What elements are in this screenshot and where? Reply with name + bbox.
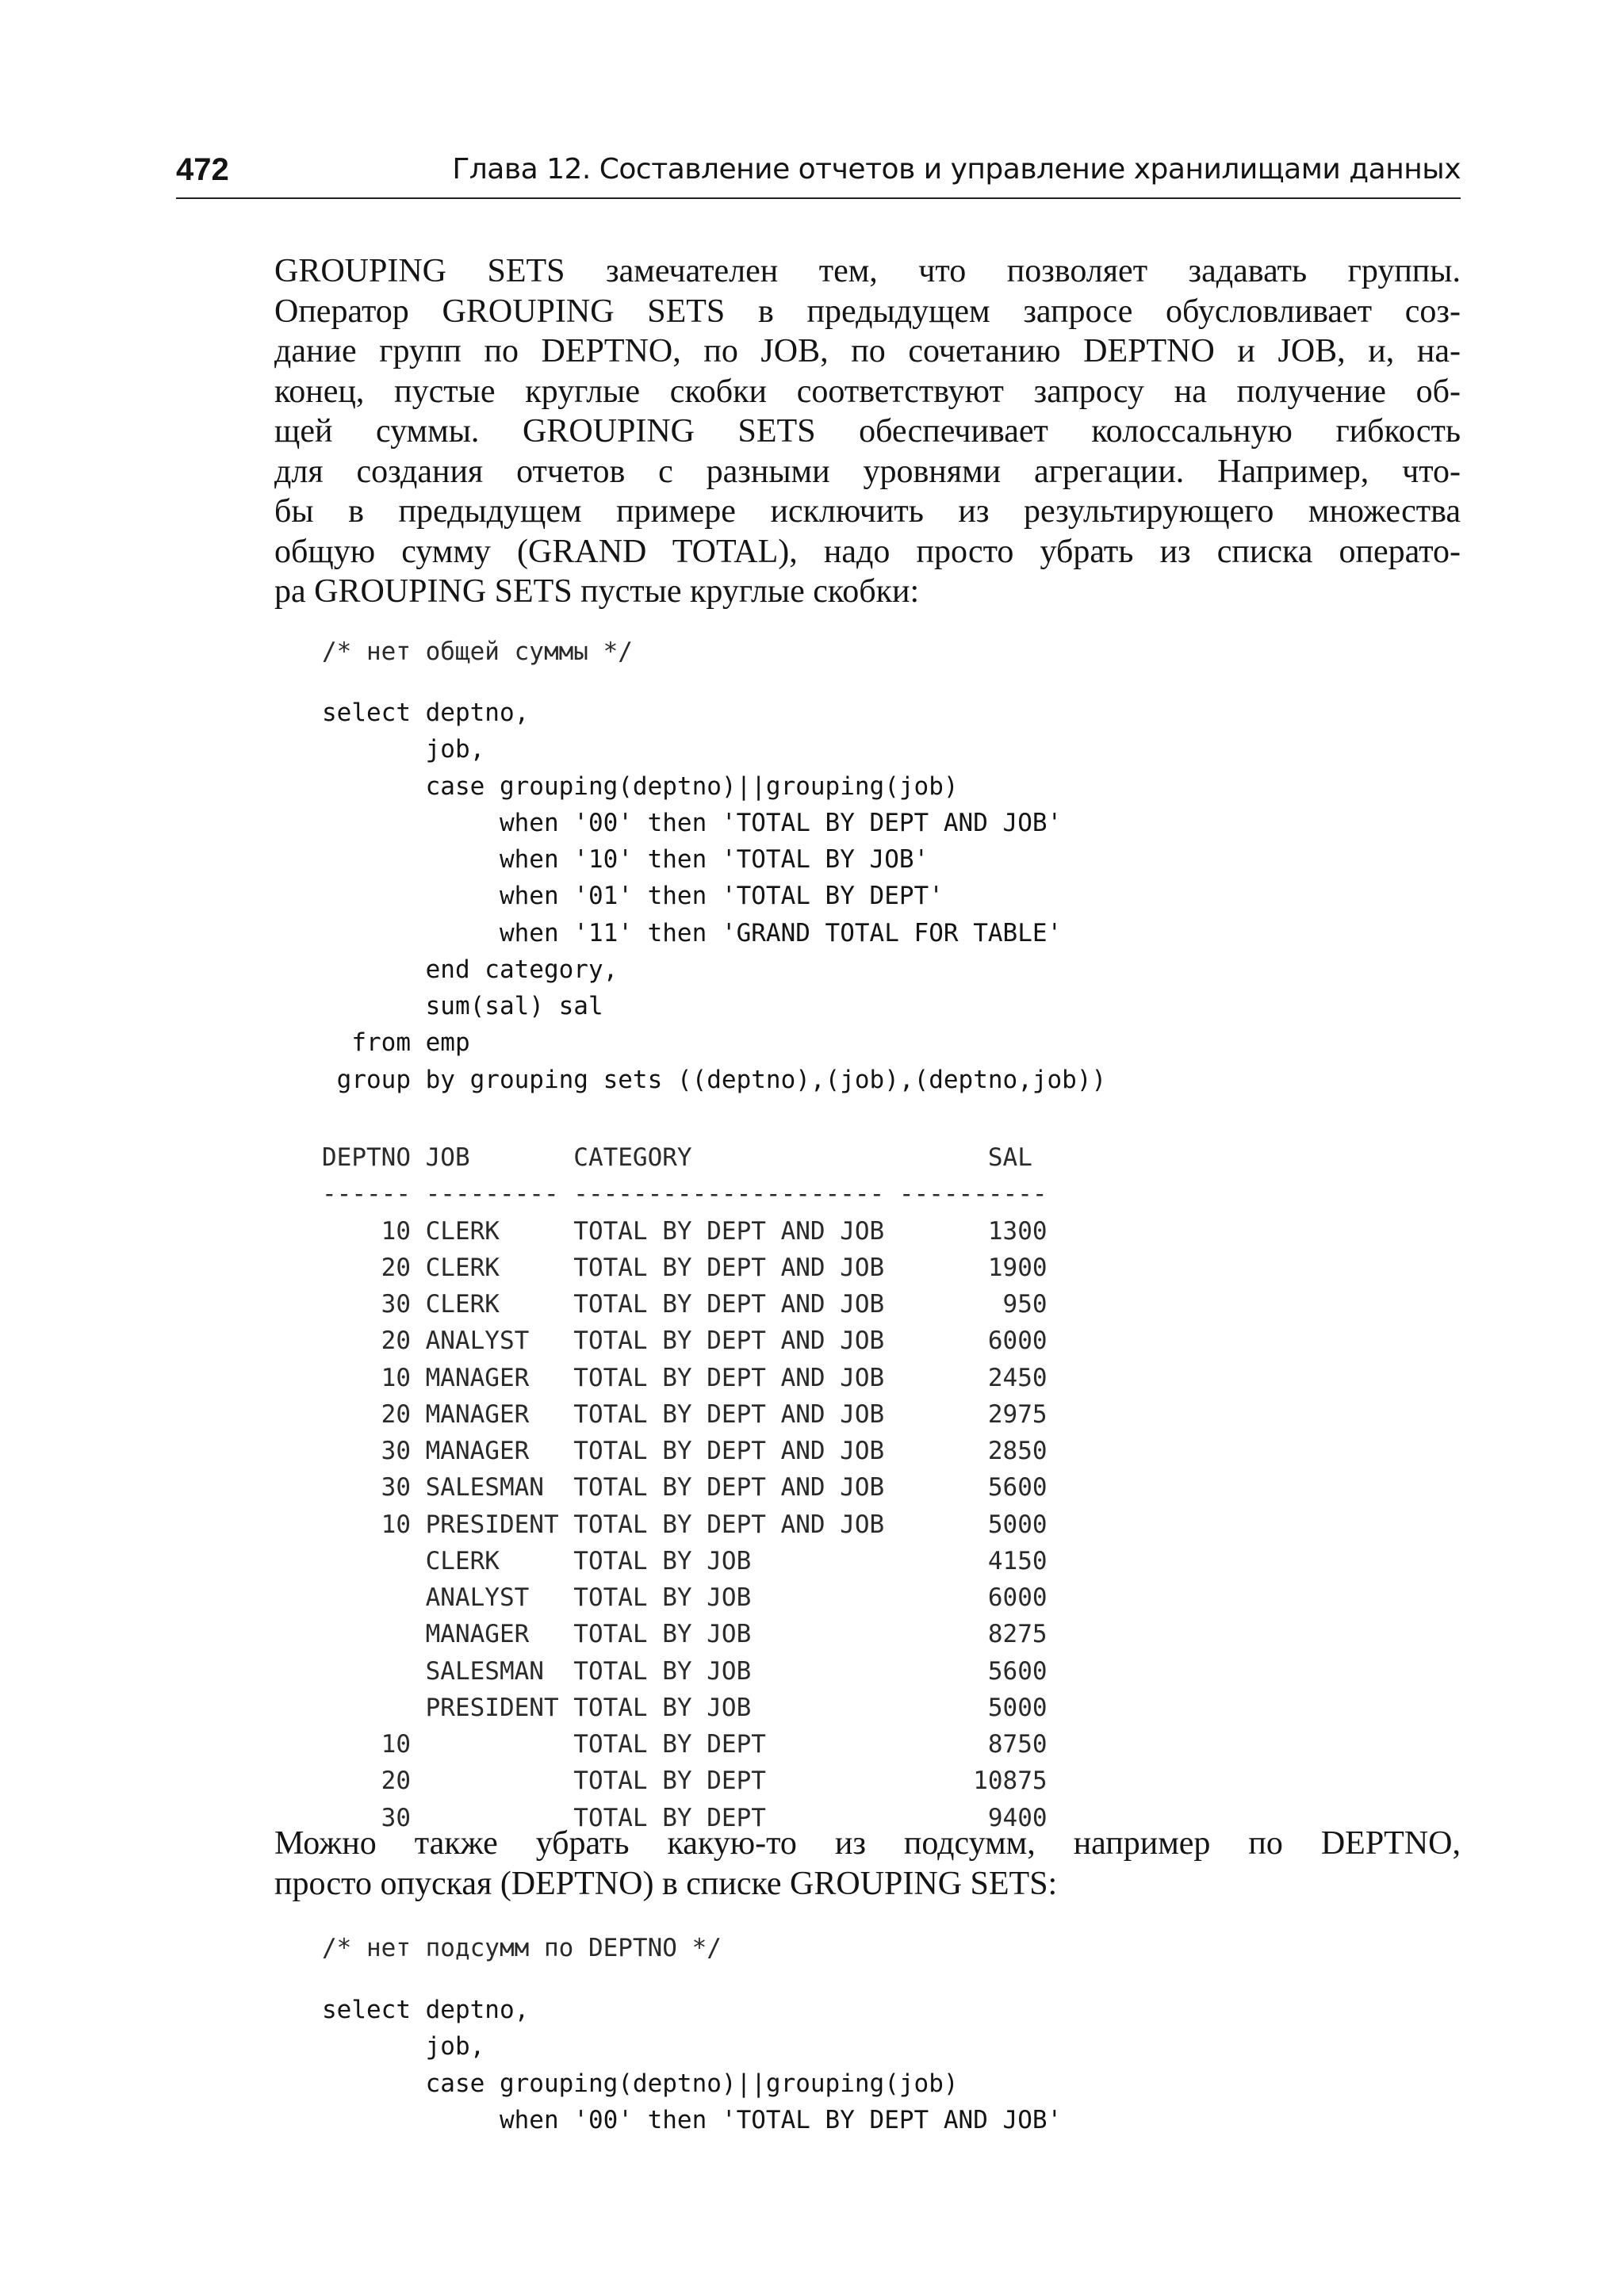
text-line: общую сумму (GRAND TOTAL), надо просто убрать из списка операто- <box>274 533 1461 570</box>
paragraph-remove-subtotals <box>274 1824 1461 1904</box>
result-row: 30 CLERK TOTAL BY DEPT AND JOB 950 <box>322 1290 1048 1319</box>
text-line: просто опуская (DEPTNO) в списке GROUPING SETS: <box>274 1865 1058 1902</box>
text-line: GROUPING SETS замечателен тем, что позволяет задавать группы. <box>274 253 1461 289</box>
result-row: CLERK TOTAL BY JOB 4150 <box>322 1546 1048 1575</box>
result-row: 10 TOTAL BY DEPT 8750 <box>322 1730 1048 1759</box>
result-row: 20 ANALYST TOTAL BY DEPT AND JOB 6000 <box>322 1326 1048 1356</box>
result-row: 30 MANAGER TOTAL BY DEPT AND JOB 2850 <box>322 1437 1048 1465</box>
code-line: select deptno, <box>322 1996 530 2024</box>
result-row: 10 PRESIDENT TOTAL BY DEPT AND JOB 5000 <box>322 1510 1048 1539</box>
code-line: when '00' then 'TOTAL BY DEPT AND JOB' <box>322 2105 1063 2134</box>
result-row: 20 MANAGER TOTAL BY DEPT AND JOB 2975 <box>322 1399 1048 1429</box>
result-row: 20 TOTAL BY DEPT 10875 <box>322 1767 1048 1796</box>
chapter-title: Глава 12. Составление отчетов и управление хранилищами данных <box>452 153 1461 186</box>
result-row: PRESIDENT TOTAL BY JOB 5000 <box>322 1693 1048 1722</box>
code-line: end category, <box>322 955 619 984</box>
result-row: ANALYST TOTAL BY JOB 6000 <box>322 1583 1048 1612</box>
result-row: 30 TOTAL BY DEPT 9400 <box>322 1803 1048 1832</box>
result-row: 20 CLERK TOTAL BY DEPT AND JOB 1900 <box>322 1253 1048 1282</box>
text-line: Оператор GROUPING SETS в предыдущем запросе обусловливает соз- <box>274 293 1461 330</box>
code-comment: /* нет подсумм по DEPTNO */ <box>322 1934 722 1962</box>
code-line: select deptno, <box>322 699 530 727</box>
sql-query-1 <box>322 695 1106 1098</box>
result-row: SALESMAN TOTAL BY JOB 5600 <box>322 1656 1048 1686</box>
text-line: ра GROUPING SETS пустые круглые скобки: <box>274 573 920 610</box>
query-result-table <box>322 1139 1048 1836</box>
code-comment: /* нет общей суммы */ <box>322 637 633 666</box>
code-line: from emp <box>322 1028 470 1058</box>
page-header <box>176 151 1461 189</box>
text-line: конец, пустые круглые скобки соответствуют запросу на получение об- <box>274 373 1461 410</box>
code-line: case grouping(deptno)||grouping(job) <box>322 771 959 801</box>
code-line: job, <box>322 2032 485 2061</box>
text-line: Можно также убрать какую-то из подсумм, например по DEPTNO, <box>274 1825 1461 1862</box>
code-line: case grouping(deptno)||grouping(job) <box>322 2069 959 2098</box>
code-line: sum(sal) sal <box>322 992 603 1020</box>
result-row: 10 MANAGER TOTAL BY DEPT AND JOB 2450 <box>322 1363 1048 1392</box>
code-line: when '01' then 'TOTAL BY DEPT' <box>322 882 944 911</box>
result-separator: ------ --------- --------------------- ---------- <box>322 1180 1048 1209</box>
text-line: бы в предыдущем примере исключить из результирующего множества <box>274 493 1461 530</box>
result-row: 30 SALESMAN TOTAL BY DEPT AND JOB 5600 <box>322 1473 1048 1503</box>
sql-query-2 <box>322 1992 1062 2138</box>
result-header: DEPTNO JOB CATEGORY SAL <box>322 1143 1032 1172</box>
code-line: when '00' then 'TOTAL BY DEPT AND JOB' <box>322 808 1063 837</box>
header-rule <box>176 197 1461 199</box>
code-line: job, <box>322 735 485 764</box>
text-line: для создания отчетов с разными уровнями агрегации. Например, что- <box>274 453 1461 490</box>
code-line: when '10' then 'TOTAL BY JOB' <box>322 845 929 874</box>
paragraph-grouping-sets <box>274 251 1461 612</box>
text-line: дание групп по DEPTNO, по JOB, по сочетанию DEPTNO и JOB, и, на- <box>274 333 1461 369</box>
text-line: щей суммы. GROUPING SETS обеспечивает колоссальную гибкость <box>274 413 1461 450</box>
code-line: group by grouping sets ((deptno),(job),(deptno,job)) <box>322 1065 1107 1094</box>
result-row: 10 CLERK TOTAL BY DEPT AND JOB 1300 <box>322 1216 1048 1246</box>
result-row: MANAGER TOTAL BY JOB 8275 <box>322 1620 1048 1649</box>
code-line: when '11' then 'GRAND TOTAL FOR TABLE' <box>322 918 1063 947</box>
page-number: 472 <box>176 152 229 187</box>
